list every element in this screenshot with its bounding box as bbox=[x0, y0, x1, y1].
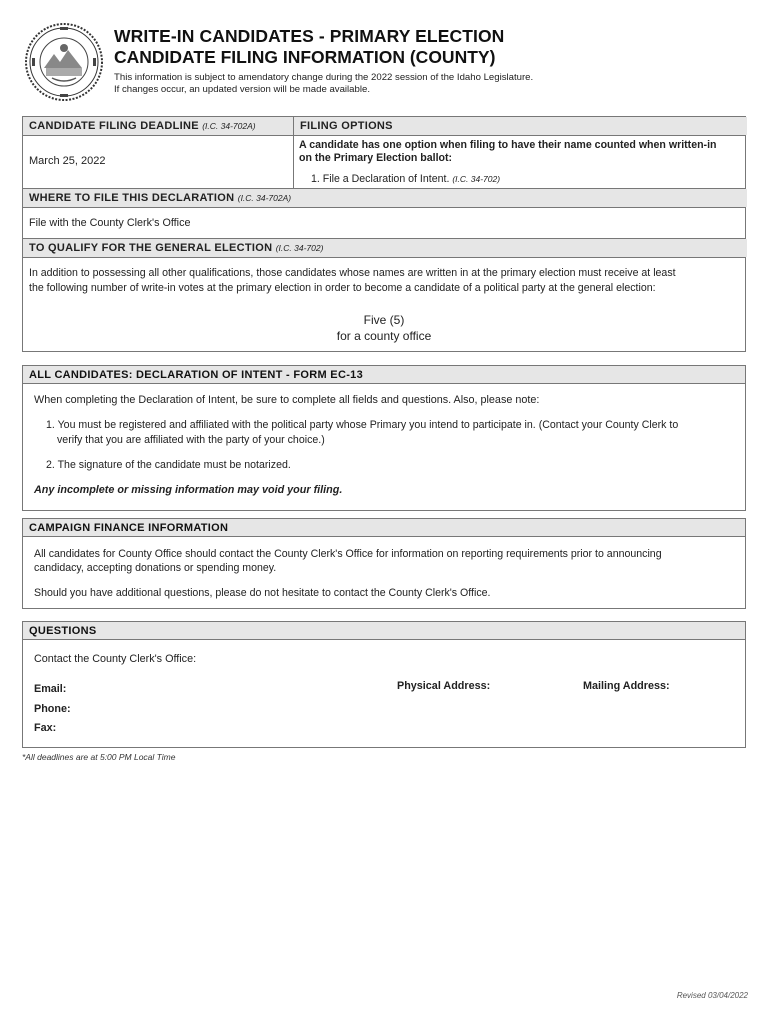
declaration-item1-line1: 1. You must be registered and affiliated with the political party whose Primary you intend to participate in. (Contact your County Clerk to bbox=[46, 419, 679, 431]
fax-label: Fax: bbox=[34, 722, 57, 734]
where-to-file-heading: WHERE TO FILE THIS DECLARATION (I.C. 34-702A) bbox=[29, 192, 292, 204]
declaration-warning: Any incomplete or missing information may void your filing. bbox=[34, 484, 343, 496]
campaign-finance-text-line2: candidacy, accepting donations or spending money. bbox=[34, 562, 277, 574]
qualify-text-line2: the following number of write-in votes at the primary election in order to become a candidate of a political party at the general election: bbox=[29, 282, 656, 294]
campaign-finance-section bbox=[22, 518, 746, 609]
declaration-item2: 2. The signature of the candidate must be notarized. bbox=[46, 459, 291, 471]
email-label: Email: bbox=[34, 683, 67, 695]
qualify-heading: TO QUALIFY FOR THE GENERAL ELECTION (I.C. 34-702) bbox=[29, 242, 324, 254]
form-title-line1: WRITE-IN CANDIDATES - PRIMARY ELECTION bbox=[114, 26, 505, 46]
filing-options-intro-line1: A candidate has one option when filing to have their name counted when written-in bbox=[299, 139, 717, 151]
campaign-finance-text2: Should you have additional questions, please do not hesitate to contact the County Clerk's Office. bbox=[34, 587, 491, 599]
idaho-state-seal bbox=[24, 22, 104, 102]
deadline-note: *All deadlines are at 5:00 PM Local Time bbox=[22, 752, 176, 762]
questions-intro: Contact the County Clerk's Office: bbox=[34, 653, 197, 665]
campaign-finance-text-line1: All candidates for County Office should contact the County Clerk's Office for information on reporting requirements prior to announcing bbox=[34, 548, 662, 560]
qualify-text-line1: In addition to possessing all other qualifications, those candidates whose names are written in at the primary election must receive at least bbox=[29, 267, 676, 279]
where-to-file-text: File with the County Clerk's Office bbox=[29, 217, 191, 229]
declaration-item1-line2: verify that you are affiliated with the party of your choice.) bbox=[57, 434, 325, 446]
subtitle-line2: If changes occur, an updated version will be made available. bbox=[114, 84, 370, 95]
declaration-heading: ALL CANDIDATES: DECLARATION OF INTENT - FORM EC-13 bbox=[23, 366, 745, 384]
filing-info-table bbox=[22, 116, 746, 352]
mailing-address-label: Mailing Address: bbox=[583, 680, 670, 692]
qualify-votes-for: for a county office bbox=[336, 329, 432, 343]
revised-date: Revised 03/04/2022 bbox=[676, 991, 748, 1000]
deadline-date: March 25, 2022 bbox=[29, 155, 106, 167]
subtitle-line1: This information is subject to amendatory change during the 2022 session of the Idaho Legislature. bbox=[114, 72, 534, 83]
declaration-section bbox=[22, 365, 746, 511]
qualify-votes: Five (5) bbox=[363, 313, 405, 327]
deadline-heading: CANDIDATE FILING DEADLINE (I.C. 34-702A) bbox=[29, 120, 256, 132]
phone-label: Phone: bbox=[34, 703, 71, 715]
filing-options-intro-line2: on the Primary Election ballot: bbox=[299, 152, 453, 164]
form-title-line2: CANDIDATE FILING INFORMATION (COUNTY) bbox=[114, 47, 496, 67]
campaign-finance-heading: CAMPAIGN FINANCE INFORMATION bbox=[23, 519, 745, 537]
questions-heading: QUESTIONS bbox=[23, 622, 745, 640]
filing-option-1: 1. File a Declaration of Intent. (I.C. 34-702) bbox=[311, 173, 501, 185]
filing-options-heading: FILING OPTIONS bbox=[300, 120, 393, 132]
questions-section bbox=[22, 621, 746, 748]
declaration-intro: When completing the Declaration of Intent, be sure to complete all fields and questions. Also, please note: bbox=[34, 394, 540, 406]
physical-address-label: Physical Address: bbox=[397, 680, 491, 692]
